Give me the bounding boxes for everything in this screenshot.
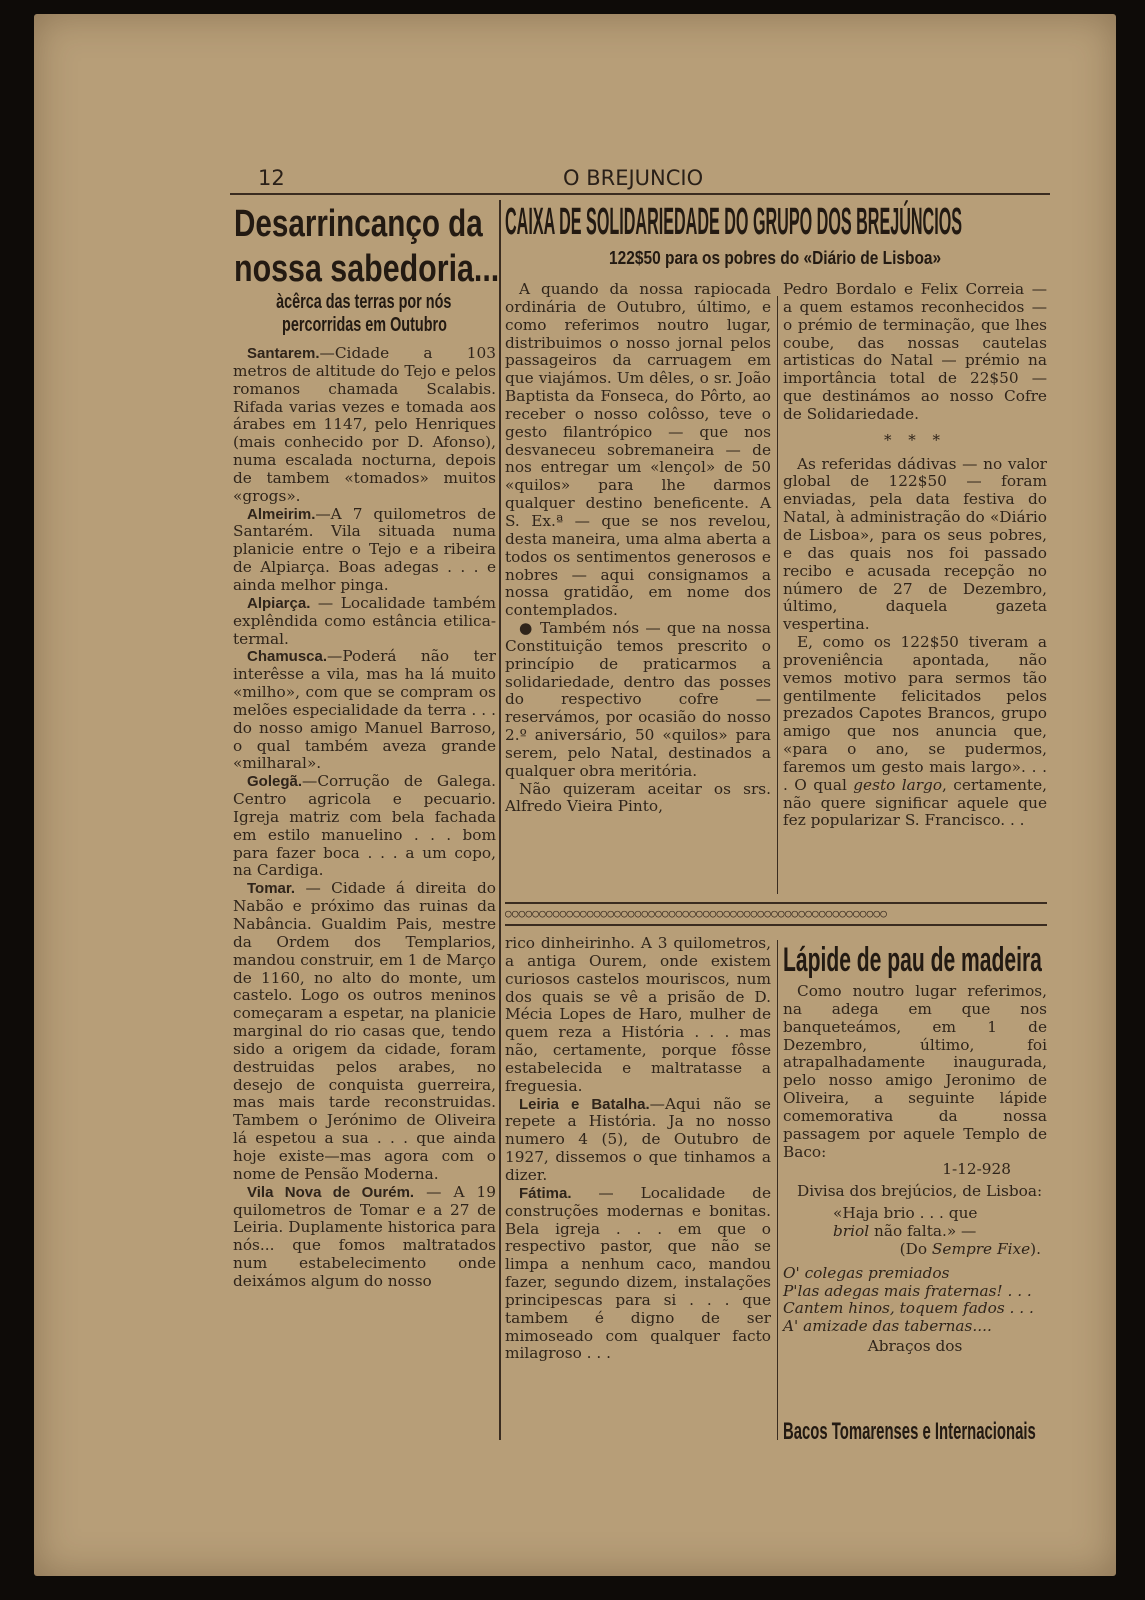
article-column-continuation <box>505 935 771 1363</box>
quote-source-em: Sempre Fixe <box>931 1239 1031 1258</box>
place-tomar: Tomar. <box>247 880 296 898</box>
caixa-subheadline-text: 122$50 para os pobres do «Diário de Lisboa» <box>608 248 942 268</box>
headline-line-1: Desarrincanço da <box>234 203 483 245</box>
text-santarem: —Cidade a 103 metros de altitude do Tejo e pelos romanos chamada Scalabis. Rifada varias vezes e tomada aos árabes em 1147, pelo Henriques (mais conhecido por D. Afonso), numa escalada nocturna, depois de tambem «tomados» muitos «grogs». <box>233 344 496 505</box>
column-rule-left <box>499 200 501 1440</box>
caixa-paragraph-6 <box>783 634 1047 830</box>
column-rule-caixa <box>777 296 778 894</box>
text-golega: —Corrução de Galega. Centro agricola e pecuario. Igreja matriz com bela fachada em estilo manuelino . . . bom para fazer boca . . . a um copo, na Cardiga. <box>233 772 496 880</box>
lapide-closing: Abraços dos <box>867 1337 963 1356</box>
lapide-signature: Bacos Tomarenses e Internacionais <box>783 1418 1036 1445</box>
text-fatima: — Localidade de construções modernas e bonitas. Bela igreja . . . em que o respectivo pastor, que não se limpa a nenhum caco, mandou fazer, segundo dizem, instalações principescas para si . . . que tambem é digno de ser mimoseado com qualquer facto milagroso . . . <box>505 1183 771 1363</box>
poem-line-3: Cantem hinos, toquem fados . . . <box>783 1299 1034 1318</box>
poem-line-1: O' colegas premiados <box>783 1263 950 1282</box>
paragraph-tomar <box>233 880 496 1183</box>
text-chamusca: —Poderá não ter interêsse a vila, mas ha lá muito «milho», com que se compram os melões especialidade da terra . . . do nosso amigo Manuel Barroso, o qual também aveza grande «milharal». <box>233 647 496 773</box>
divider-rule-top <box>505 902 1047 904</box>
caixa-paragraph-6-b: , certamente, não quere significar aquele que fez popularizar S. Francisco. . . <box>783 775 1047 830</box>
text-leiria: —Aqui não se repete a História. Ja no nosso numero 4 (5), de Outubro de 1927, dissemos o que tinhamos a dizer. <box>505 1094 771 1184</box>
paragraph-fatima <box>505 1185 771 1363</box>
paragraph-almeirim <box>233 506 496 595</box>
page-number: 12 <box>258 166 285 190</box>
paragraph-chamusca <box>233 648 496 773</box>
subheadline-text-1: àcêrca das terras por nós <box>276 291 452 313</box>
caixa-paragraph-1: A quando da nossa rapiocada ordinária de Outubro, último, e como referimos noutro lugar, distribuimos o nosso jornal pelos passageiros da carruagem em que viajámos. Um dêles, o sr. João Baptista da Fonseca, do Pôrto, ao receber o nosso colôsso, teve o gesto filantrópico — que nos desvaneceu sobremaneira — de nos entregar um «lençol» de 50 «quilos» para lhe darmos qualquer destino beneficente. A S. Ex.ª — que se nos revelou, desta maneira, uma alma aberta a todos os sentimentos generosos e nobres — aqui consignamos a nossa gratidão, em nome dos contemplados. <box>505 280 771 620</box>
quote-line-2 <box>783 1223 1047 1241</box>
caixa-column-b <box>783 281 1047 830</box>
poem-line-2: P'las adegas mais fraternas! . . . <box>783 1281 1032 1300</box>
column-rule-right <box>777 940 778 1440</box>
caixa-paragraph-2 <box>505 620 771 781</box>
place-santarem: Santarem. <box>247 345 320 362</box>
quote-source-a: (Do <box>899 1239 932 1258</box>
caixa-column-a <box>505 281 771 816</box>
quote-source <box>783 1241 1047 1259</box>
text-almeirim: —A 7 quilometros de Santarém. Vila situada numa planicie entre o Tejo e a ribeira de Alpiarça. Boas adegas . . . e ainda melhor pinga. <box>233 504 496 594</box>
place-vila-nova-de-ourem: Vila Nova de Ourém. <box>247 1183 415 1201</box>
paragraph-ourem-cont: rico dinheirinho. A 3 quilometros, a antiga Ourem, onde existem curiosos castelos mouriscos, num dos quais se vê a prisão de D. Mécia Lopes de Haro, mulher de quem reza a História . . . mas não, certamente, porque fôsse estabelecida e maltratasse a freguesia. <box>505 934 771 1095</box>
caixa-headline: CAIXA DE SOLIDARIEDADE DO GRUPO DOS BREJÚNCIOS <box>505 201 963 243</box>
paragraph-santarem <box>233 345 496 506</box>
place-almeirim: Almeirim. <box>247 505 316 523</box>
text-tomar: — Cidade á direita do Nabão e próximo das ruinas da Nabância. Gualdim Pais, mestre da Ordem dos Templarios, mandou construir, em 1 de Março de 1160, no alto do monte, um castelo. Logo os outros meninos começaram a espetar, na planicie marginal do rio casas que, tendo sido a origem da cidade, foram destruidas pelos arabes, no desejo de conquista guerreira, mas mais tarde reconstruidas. Tambem o Jerónimo de Oliveira lá espetou a sua . . . que ainda hoje existe—mas agora com o nome de Pensão Moderna. <box>233 879 496 1183</box>
subheadline-text-2: percorridas em Outubro <box>281 314 447 336</box>
paragraph-leiria <box>505 1096 771 1185</box>
lapide-paragraph: Como noutro lugar referimos, na adega em que nos banqueteámos, em 1 de Dezembro, último, foi atrapalhadamente inaugurada, pelo nosso amigo Jeronimo de Oliveira, a seguinte lápide comemorativa da nossa passagem por aquele Templo de Baco: <box>783 982 1047 1161</box>
text-vila-nova: — A 19 quilometros de Tomar e a 27 de Leiria. Duplamente historica para nós... que fomos maltratados num estabelecimento onde deixámos algum do nosso <box>233 1182 496 1290</box>
header-rule <box>230 193 1050 195</box>
lapide-divisa: Divisa dos brejúcios, de Lisboa: <box>797 1182 1043 1201</box>
caixa-paragraph-2-text: Também nós — que na nossa Constituição temos prescrito o princípio de praticarmos a solidariedade, dentro das posses do respectivo cofre — reservámos, por ocasião do nosso 2.º aniversário, 50 «quilos» para serem, pelo Natal, destinados a qualquer obra meritória. <box>505 619 771 780</box>
article-column-1 <box>233 345 496 1291</box>
caixa-paragraph-6-a: E, como os 122$50 tiveram a proveniência apontada, não vemos motivo para sermos tão gentilmente felicitados pelos prezados Capotes Brancos, grupo amigo que nos anuncia que, «para o ano, se pudermos, faremos um gesto mais largo». . . . O qual <box>783 633 1047 794</box>
circle-divider: ○○○○○○○○○○○○○○○○○○○○○○○○○○○○○○○○○○○○○○○○○○○○○○○○○○○○○○○○ <box>505 907 888 920</box>
place-alpiarca: Alpiarça. <box>247 594 311 612</box>
lapide-column <box>783 983 1047 1356</box>
caixa-paragraph-4: Pedro Bordalo e Felix Correia — a quem estamos reconhecidos — o prémio de terminação, que lhes coube, das nossas cautelas artisticas do Natal — prémio na importância total de 22$50 — que destinámos ao nosso Cofre de Solidariedade. <box>783 280 1047 423</box>
text-alpiarca: — Localidade também explêndida como estância etilica-termal. <box>233 593 496 648</box>
caixa-subheadline <box>505 247 1045 269</box>
quote-briol: briol <box>833 1221 870 1240</box>
headline-line-2: nossa sabedoria... <box>234 248 500 290</box>
lapide-date: 1-12-928 <box>942 1160 1011 1179</box>
newspaper-name: O BREJUNCIO <box>563 166 704 190</box>
place-leiria-batalha: Leiria e Batalha. <box>519 1095 650 1113</box>
poem-line-4: A' amizade das tabernas.... <box>783 1317 992 1336</box>
subheadline-line-1 <box>234 290 494 314</box>
caixa-paragraph-3: Não quizeram aceitar os srs. Alfredo Vieira Pinto, <box>505 779 771 816</box>
lapide-headline: Lápide de pau de madeira <box>783 941 1042 979</box>
divider-rule-bottom <box>505 924 1047 926</box>
quote-line-2-text: não falta.» — <box>869 1221 977 1240</box>
caixa-paragraph-5: As referidas dádivas — no valor global de 122$50 — foram enviadas, pela data festiva do Natal, à administração do «Diário de Lisboa», para os seus pobres, e das quais nos foi passado recibo e acusada recepção no número de 27 de Dezembro, último, daquela gazeta vespertina. <box>783 454 1047 634</box>
quote-source-b: ). <box>1030 1239 1041 1258</box>
place-chamusca: Chamusca. <box>247 648 328 666</box>
bullet-icon: ● <box>519 619 534 638</box>
quote-line-1: «Haja brio . . . que <box>833 1204 978 1223</box>
section-stars: * * * <box>883 430 947 449</box>
subheadline-line-2 <box>234 313 494 337</box>
paragraph-golega <box>233 773 496 880</box>
paragraph-alpiarca <box>233 595 496 649</box>
caixa-paragraph-6-em: gesto largo <box>853 775 943 794</box>
place-golega: Golegã. <box>247 773 303 791</box>
paragraph-vila-nova <box>233 1184 496 1291</box>
place-fatima: Fátima. <box>519 1184 572 1202</box>
